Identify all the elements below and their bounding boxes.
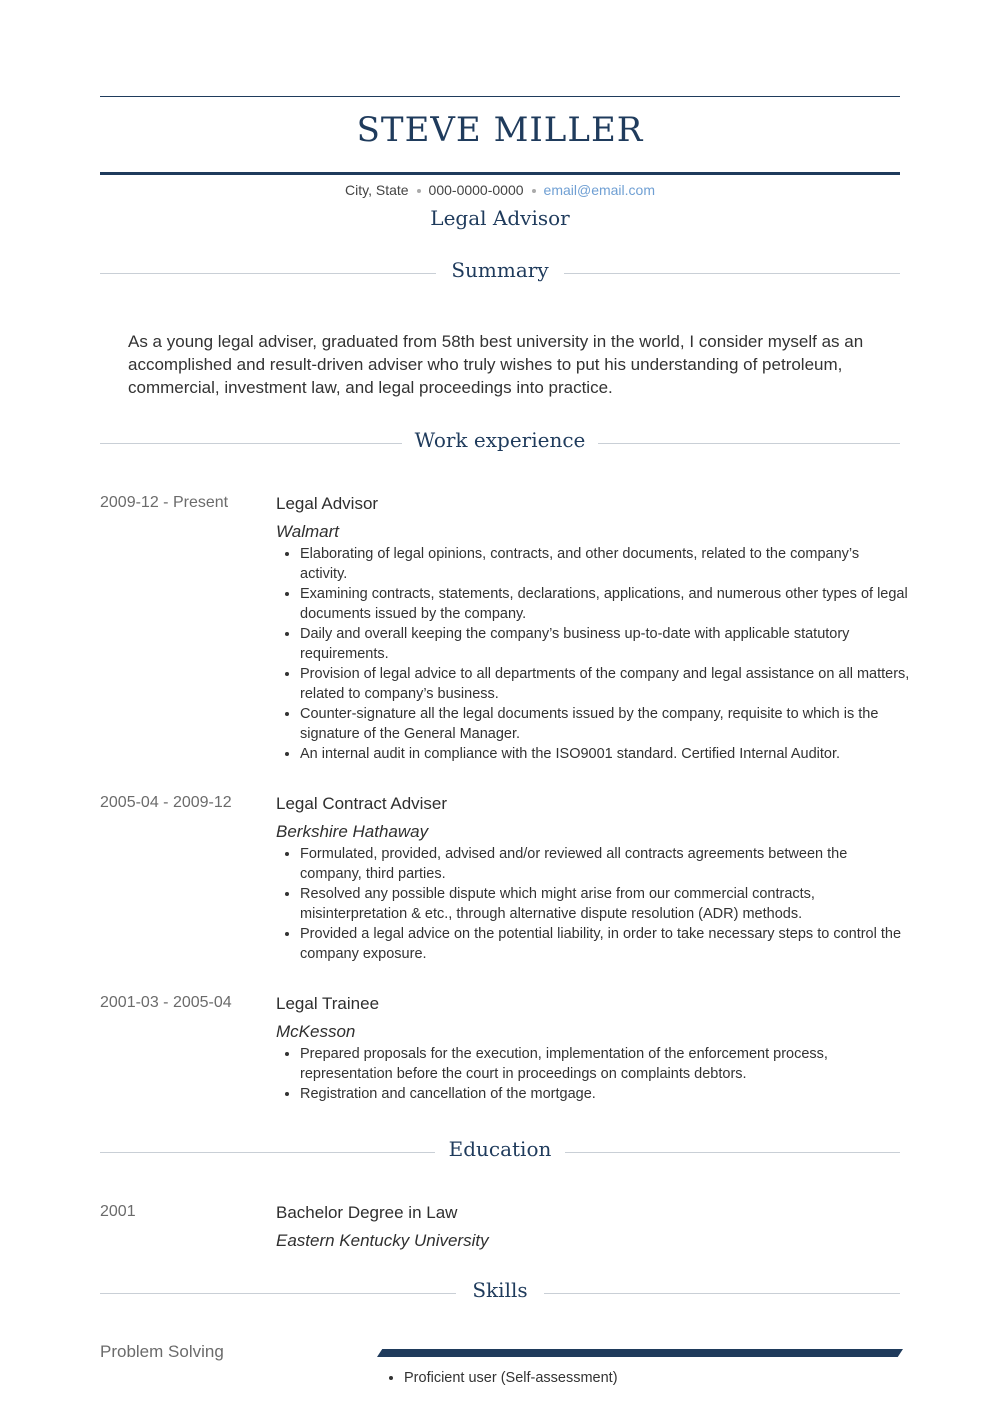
- bullet-item: • Examining contracts, statements, declarations, applications, and numerous other types of legal documents issued by the company.: [300, 584, 910, 624]
- top-divider: [100, 96, 900, 97]
- education-section-header: [100, 1137, 900, 1167]
- summary-text: As a young legal adviser, graduated from 58th best university in the world, I consider myself as an accomplished and result-driven adviser who truly wishes to put his understanding of petroleum, commercial, investment law, and legal proceedings into practice.: [128, 332, 864, 397]
- bullet-item: • Provided a legal advice on the potential liability, in order to take necessary steps to control the company exposure.: [300, 924, 910, 964]
- entry-role: Legal Trainee: [276, 994, 380, 1013]
- entry-role: Legal Advisor: [276, 494, 379, 513]
- entry-bullets: [276, 844, 910, 964]
- location-text: City, State: [345, 182, 409, 198]
- skill-name: Problem Solving: [100, 1342, 224, 1361]
- section-title-education: Education: [448, 1137, 552, 1161]
- skill-level-text: • Proficient user (Self-assessment): [404, 1370, 618, 1386]
- bullet-item: • Elaborating of legal opinions, contracts, and other documents, related to the company’s activity.: [300, 544, 910, 584]
- skill-level-list: [380, 1370, 618, 1386]
- candidate-name: STEVE MILLER: [356, 110, 644, 150]
- skill-level-bar: [377, 1349, 903, 1357]
- separator-dot-icon: [417, 189, 421, 193]
- section-title-summary: Summary: [451, 258, 549, 282]
- entry-date: 2005-04 - 2009-12: [100, 794, 232, 811]
- summary-section-header: [100, 258, 900, 288]
- entry-organization: McKesson: [276, 1022, 356, 1041]
- bullet-item: • Registration and cancellation of the mortgage.: [300, 1084, 910, 1104]
- contact-line: [100, 182, 900, 198]
- skills-section-header: [100, 1278, 900, 1308]
- entry-date: 2001-03 - 2005-04: [100, 994, 232, 1011]
- bullet-item: • Provision of legal advice to all departments of the company and legal assistance on all matters, related to company’s business.: [300, 664, 910, 704]
- entry-date: 2001: [100, 1203, 136, 1220]
- section-title-skills: Skills: [472, 1278, 528, 1302]
- job-title: Legal Advisor: [430, 206, 570, 230]
- entry-degree: Bachelor Degree in Law: [276, 1203, 458, 1222]
- bullet-item: • Counter-signature all the legal documents issued by the company, requisite to which is the signature of the General Manager.: [300, 704, 910, 744]
- entry-school: Eastern Kentucky University: [276, 1231, 489, 1250]
- bullet-item: • Formulated, provided, advised and/or reviewed all contracts agreements between the company, third parties.: [300, 844, 910, 884]
- work-section-header: [100, 428, 900, 458]
- separator-dot-icon: [532, 189, 536, 193]
- email-link[interactable]: email@email.com: [543, 182, 655, 198]
- entry-organization: Berkshire Hathaway: [276, 822, 429, 841]
- entry-organization: Walmart: [276, 522, 339, 541]
- entry-date: 2009-12 - Present: [100, 494, 229, 511]
- entry-bullets: [276, 1044, 910, 1104]
- bullet-item: • Resolved any possible dispute which might arise from our commercial contracts, misinterpretation & etc., through alternative dispute resolution (ADR) methods.: [300, 884, 910, 924]
- name-underline: [100, 172, 900, 175]
- bullet-item: • Daily and overall keeping the company’s business up-to-date with applicable statutory requirements.: [300, 624, 910, 664]
- bullet-item: • An internal audit in compliance with the ISO9001 standard. Certified Internal Auditor.: [300, 744, 910, 764]
- section-title-work: Work experience: [414, 428, 586, 452]
- entry-bullets: [276, 544, 910, 764]
- entry-role: Legal Contract Adviser: [276, 794, 448, 813]
- phone-text: 000-0000-0000: [428, 182, 524, 198]
- bullet-item: • Prepared proposals for the execution, implementation of the enforcement process, representation before the court in proceedings on complaints debtors.: [300, 1044, 910, 1084]
